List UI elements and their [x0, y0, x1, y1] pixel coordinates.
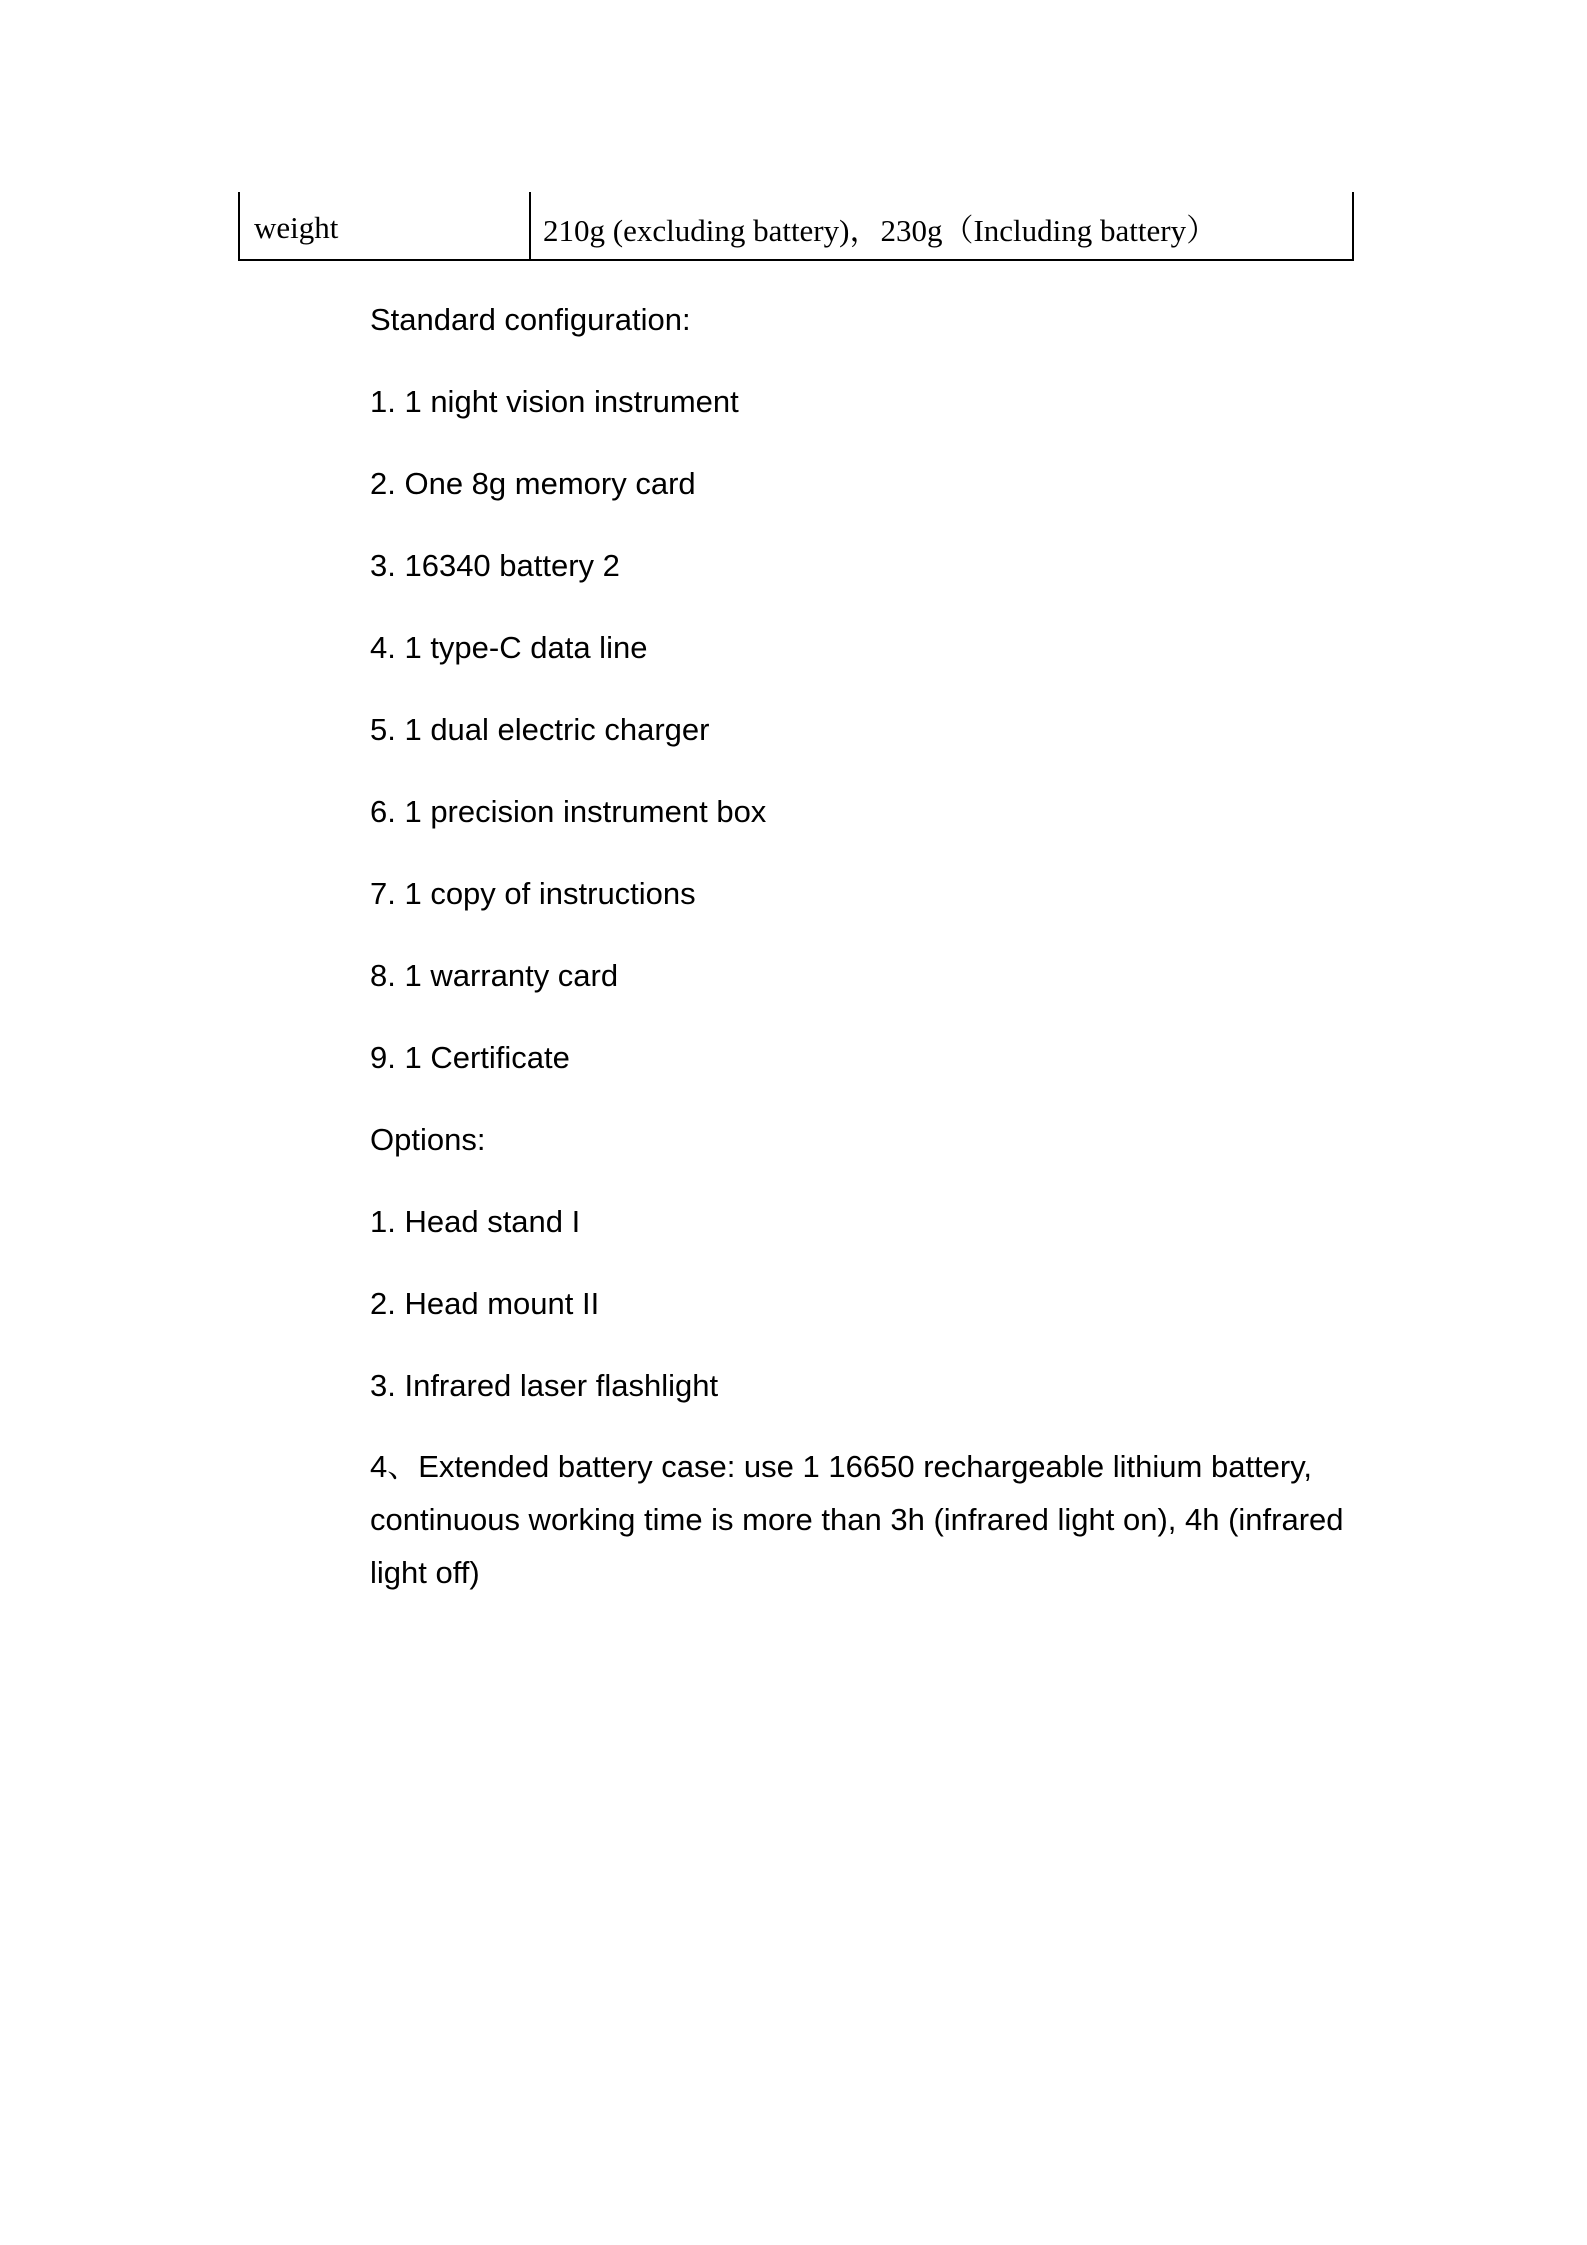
options-heading: Options:: [370, 1122, 486, 1157]
list-item: 6. 1 precision instrument box: [370, 794, 767, 829]
list-item: 4. 1 type-C data line: [370, 630, 648, 665]
spec-table-row: [238, 192, 1354, 261]
spec-label-weight: weight: [240, 192, 531, 259]
list-item: 3. 16340 battery 2: [370, 548, 620, 583]
list-item: 9. 1 Certificate: [370, 1040, 570, 1075]
list-item: 7. 1 copy of instructions: [370, 876, 696, 911]
list-item: 8. 1 warranty card: [370, 958, 619, 993]
list-item: 2. Head mount II: [370, 1286, 600, 1321]
extended-battery-item: 4、Extended battery case: use 1 16650 rechargeable lithium battery, continuous working time is more than 3h (infrared light on), 4h (infrared light off): [370, 1449, 1344, 1590]
standard-configuration-heading: Standard configuration:: [370, 302, 691, 337]
list-item: 1. 1 night vision instrument: [370, 384, 739, 419]
list-item: 3. Infrared laser flashlight: [370, 1368, 719, 1403]
list-item: 1. Head stand I: [370, 1204, 581, 1239]
list-item: 5. 1 dual electric charger: [370, 712, 710, 747]
spec-value-weight: 210g (excluding battery)，230g（Including battery）: [543, 213, 1218, 248]
list-item: 2. One 8g memory card: [370, 466, 696, 501]
